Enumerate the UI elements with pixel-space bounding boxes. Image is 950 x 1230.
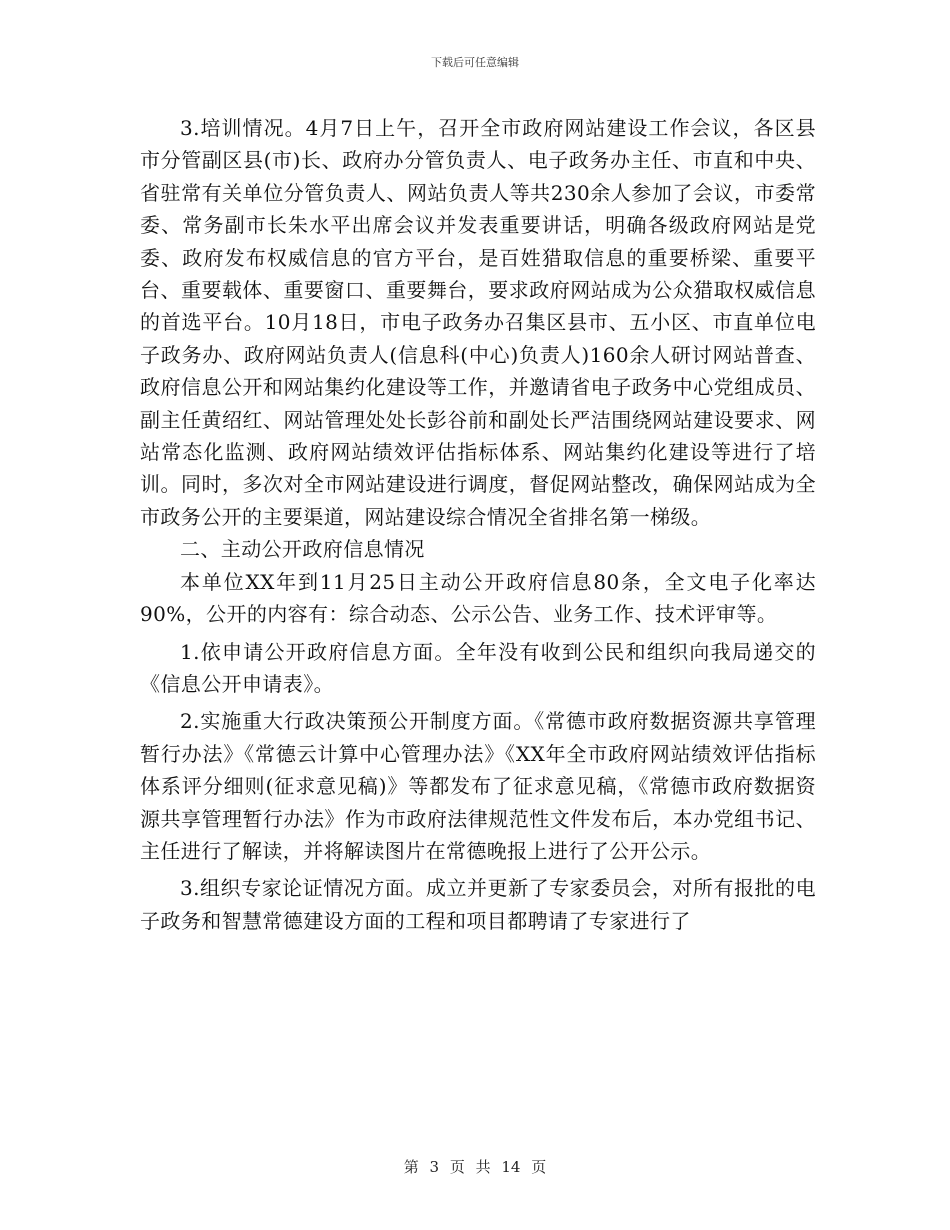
paragraph-decision-predisclosure: 2.实施重大行政决策预公开制度方面。《常德市政府数据资源共享管理暂行办法》《常德云计算中心管理办法》《XX年全市政府网站绩效评估指标体系评分细则(征求意见稿)》等都发布了征求意见稿，《常德市政府数据资源共享管理暂行办法》作为市政府法律规范性文件发布后，本办党组书记、主任进行了解读，并将解读图片在常德晚报上进行了公开公示。 (140, 709, 816, 863)
paragraph-training: 3.培训情况。4月7日上午，召开全市政府网站建设工作会议，各区县市分管副区县(市)长、政府办分管负责人、电子政务办主任、市直和中央、省驻常有关单位分管负责人、网站负责人等共230余人参加了会议，市委常委、常务副市长朱水平出席会议并发表重要讲话，明确各级政府网站是党委、政府发布权威信息的官方平台，是百姓猎取信息的重要桥梁、重要平台、重要载体、重要窗口、重要舞台，要求政府网站成为公众猎取权威信息的首选平台。10月18日，市电子政务办召集区县市、五小区、市直单位电子政务办、政府网站负责人(信息科(中心)负责人)160余人研讨网站普查、政府信息公开和网站集约化建设等工作，并邀请省电子政务中心党组成员、副主任黄绍红、网站管理处处长彭谷前和副处长严洁围绕网站建设要求、网站常态化监测、政府网站绩效评估指标体系、网站集约化建设等进行了培训。同时，多次对全市网站建设进行调度，督促网站整改，确保网站成为全市政务公开的主要渠道，网站建设综合情况全省排名第一梯级。 (140, 116, 816, 529)
paragraph-expert-review: 3.组织专家论证情况方面。成立并更新了专家委员会，对所有报批的电子政务和智慧常德建设方面的工程和项目都聘请了专家进行了 (140, 876, 816, 933)
section-heading-disclosure: 二、主动公开政府信息情况 (180, 537, 425, 562)
page-header-note: 下载后可任意编辑 (431, 56, 519, 69)
document-body (140, 112, 816, 937)
page-number: 第 3 页 共 14 页 (403, 1158, 547, 1176)
paragraph-application-disclosure: 1.依申请公开政府信息方面。全年没有收到公民和组织向我局递交的《信息公开申请表》。 (140, 639, 816, 696)
paragraph-disclosure-summary: 本单位XX年到11月25日主动公开政府信息80条，全文电子化率达90%，公开的内容有：综合动态、公示公告、业务工作、技术评审等。 (140, 569, 816, 627)
